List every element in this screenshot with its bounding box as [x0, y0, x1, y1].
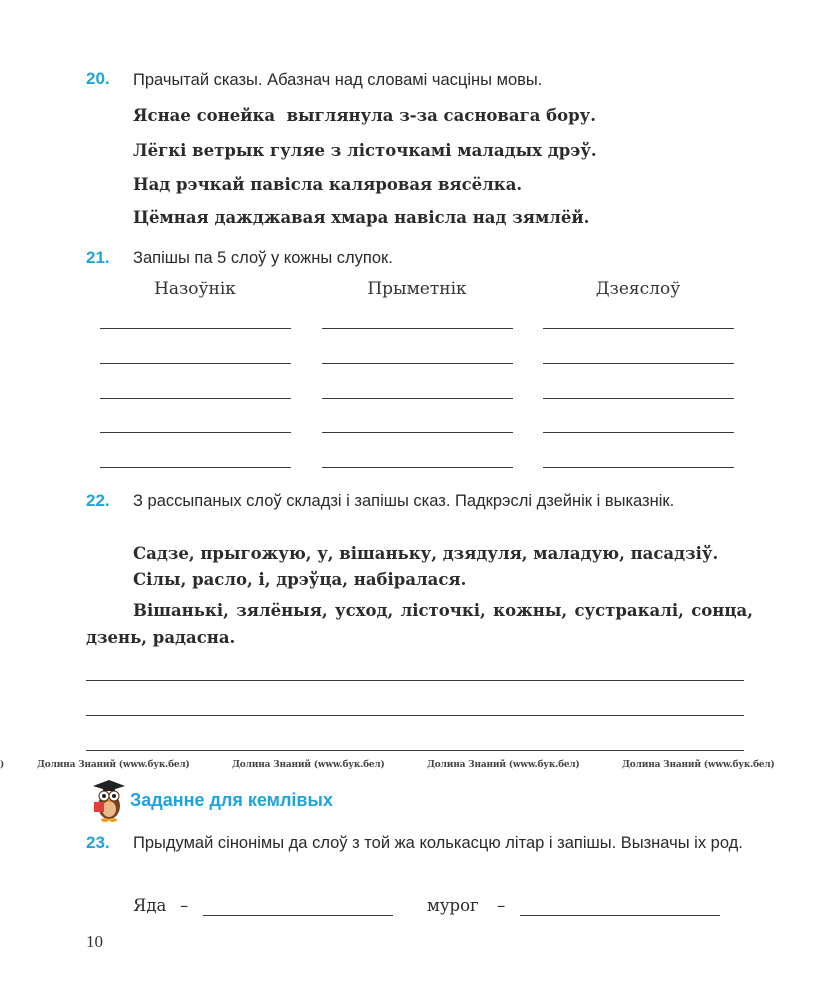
- column-1-answer-line[interactable]: [100, 467, 291, 468]
- column-1-answer-line[interactable]: [100, 432, 291, 433]
- column-3-answer-line[interactable]: [543, 328, 734, 329]
- watermark-text: Долина Знаний (www.бук.бел): [622, 760, 775, 770]
- task-20-sentence: Лёгкі ветрык гуляе з лісточкамі маладых дрэў.: [133, 141, 597, 160]
- synonym-dash: –: [497, 896, 506, 915]
- column-1-answer-line[interactable]: [100, 398, 291, 399]
- answer-line[interactable]: [86, 750, 744, 751]
- column-2-answer-line[interactable]: [322, 328, 513, 329]
- word-set: Вішанькі, зялёныя, усход, лісточкі, кожны, сустракалі, сонца, дзень, радасна.: [86, 601, 753, 647]
- task-22-number: 22.: [86, 491, 110, 510]
- column-3-answer-line[interactable]: [543, 467, 734, 468]
- task-23-instruction: Прыдумай сінонімы да слоў з той жа колькасцю літар і запішы. Вызначы іх род.: [133, 834, 743, 852]
- watermark-fragment: ): [0, 760, 5, 770]
- task-21-number: 21.: [86, 248, 110, 267]
- column-1-answer-line[interactable]: [100, 328, 291, 329]
- answer-line[interactable]: [86, 680, 744, 681]
- synonym-word: Яда: [133, 896, 167, 915]
- word-set: Сілы, расло, і, дрэўца, набіралася.: [133, 570, 467, 589]
- column-2-answer-line[interactable]: [322, 467, 513, 468]
- task-20-number: 20.: [86, 69, 110, 88]
- task-23-number: 23.: [86, 833, 110, 852]
- column-1-answer-line[interactable]: [100, 363, 291, 364]
- section-title: Заданне для кемлівых: [130, 790, 333, 810]
- synonym-answer-line[interactable]: [203, 915, 393, 916]
- column-3-answer-line[interactable]: [543, 398, 734, 399]
- column-header-adjective: Прыметнік: [367, 279, 467, 299]
- word-set: Садзе, прыгожую, у, вішаньку, дзядуля, маладую, пасадзіў.: [133, 544, 719, 563]
- watermark-text: Долина Знаний (www.бук.бел): [427, 760, 580, 770]
- synonym-word: мурог: [427, 896, 479, 915]
- page-number: 10: [86, 932, 103, 951]
- task-22-instruction: З рассыпаных слоў складзі і запішы сказ. Падкрэслі дзейнік і выказнік.: [133, 492, 675, 510]
- column-2-answer-line[interactable]: [322, 432, 513, 433]
- task-20-sentence: Цёмная дажджавая хмара навісла над зямлёй.: [133, 208, 590, 227]
- column-header-noun: Назоўнік: [154, 279, 236, 299]
- task-20-instruction: Прачытай сказы. Абазнач над словамі часціны мовы.: [133, 71, 543, 89]
- answer-line[interactable]: [86, 715, 744, 716]
- column-3-answer-line[interactable]: [543, 432, 734, 433]
- watermark-text: Долина Знаний (www.бук.бел): [37, 760, 190, 770]
- task-20-sentence: Яснае сонейка выглянула з-за сасновага бору.: [133, 106, 596, 125]
- column-3-answer-line[interactable]: [543, 363, 734, 364]
- owl-graduate-icon: [87, 776, 127, 824]
- column-2-answer-line[interactable]: [322, 398, 513, 399]
- task-21-instruction: Запішы па 5 слоў у кожны слупок.: [133, 249, 393, 267]
- watermark-text: Долина Знаний (www.бук.бел): [232, 760, 385, 770]
- column-header-verb: Дзеяслоў: [595, 279, 681, 299]
- synonym-dash: –: [180, 896, 189, 915]
- column-2-answer-line[interactable]: [322, 363, 513, 364]
- task-20-sentence: Над рэчкай павісла каляровая вясёлка.: [133, 175, 523, 194]
- synonym-answer-line[interactable]: [520, 915, 720, 916]
